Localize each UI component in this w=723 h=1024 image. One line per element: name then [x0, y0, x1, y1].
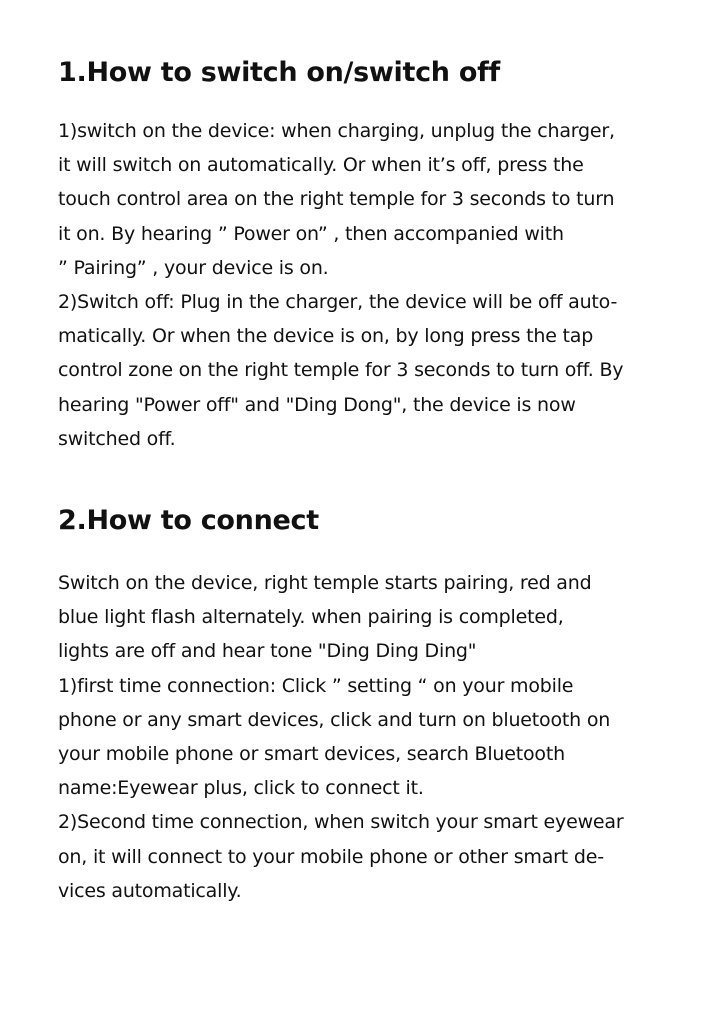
section-switch-on-off: [58, 54, 678, 456]
body-line: 2)Second time connection, when switch your smart eyewear: [58, 811, 624, 834]
body-line: Switch on the device, right temple starts pairing, red and: [58, 572, 592, 595]
body-line: it on. By hearing ” Power on” , then accompanied with: [58, 222, 564, 245]
section-2-heading: 2.How to connect: [58, 505, 319, 537]
body-line: blue light flash alternately. when pairing is completed,: [58, 606, 564, 629]
body-line: vices automatically.: [58, 879, 242, 902]
body-line: control zone on the right temple for 3 seconds to turn off. By: [58, 359, 624, 382]
body-line: 1)first time connection: Click ” setting “ on your mobile: [58, 674, 574, 697]
body-line: on, it will connect to your mobile phone or other smart de-: [58, 845, 604, 868]
body-line: matically. Or when the device is on, by long press the tap: [58, 325, 594, 348]
body-line: switched off.: [58, 427, 176, 450]
section-1-body: [58, 114, 678, 456]
document-page: [58, 54, 678, 908]
body-line: touch control area on the right temple for 3 seconds to turn: [58, 188, 615, 211]
body-line: hearing "Power off" and "Ding Dong", the device is now: [58, 393, 576, 416]
body-line: name:Eyewear plus, click to connect it.: [58, 777, 424, 800]
body-line: ” Pairing” , your device is on.: [58, 256, 329, 279]
section-how-to-connect: [58, 502, 678, 908]
body-line: your mobile phone or smart devices, search Bluetooth: [58, 743, 565, 766]
body-line: 1)switch on the device: when charging, unplug the charger,: [58, 120, 615, 142]
body-line: 2)Switch off: Plug in the charger, the device will be off auto-: [58, 291, 618, 314]
body-line: lights are off and hear tone "Ding Ding Ding": [58, 640, 477, 663]
body-line: it will switch on automatically. Or when it’s off, press the: [58, 154, 584, 177]
body-line: phone or any smart devices, click and turn on bluetooth on: [58, 708, 611, 731]
section-1-heading: 1.How to switch on/switch off: [58, 57, 500, 88]
section-2-body: [58, 566, 678, 908]
